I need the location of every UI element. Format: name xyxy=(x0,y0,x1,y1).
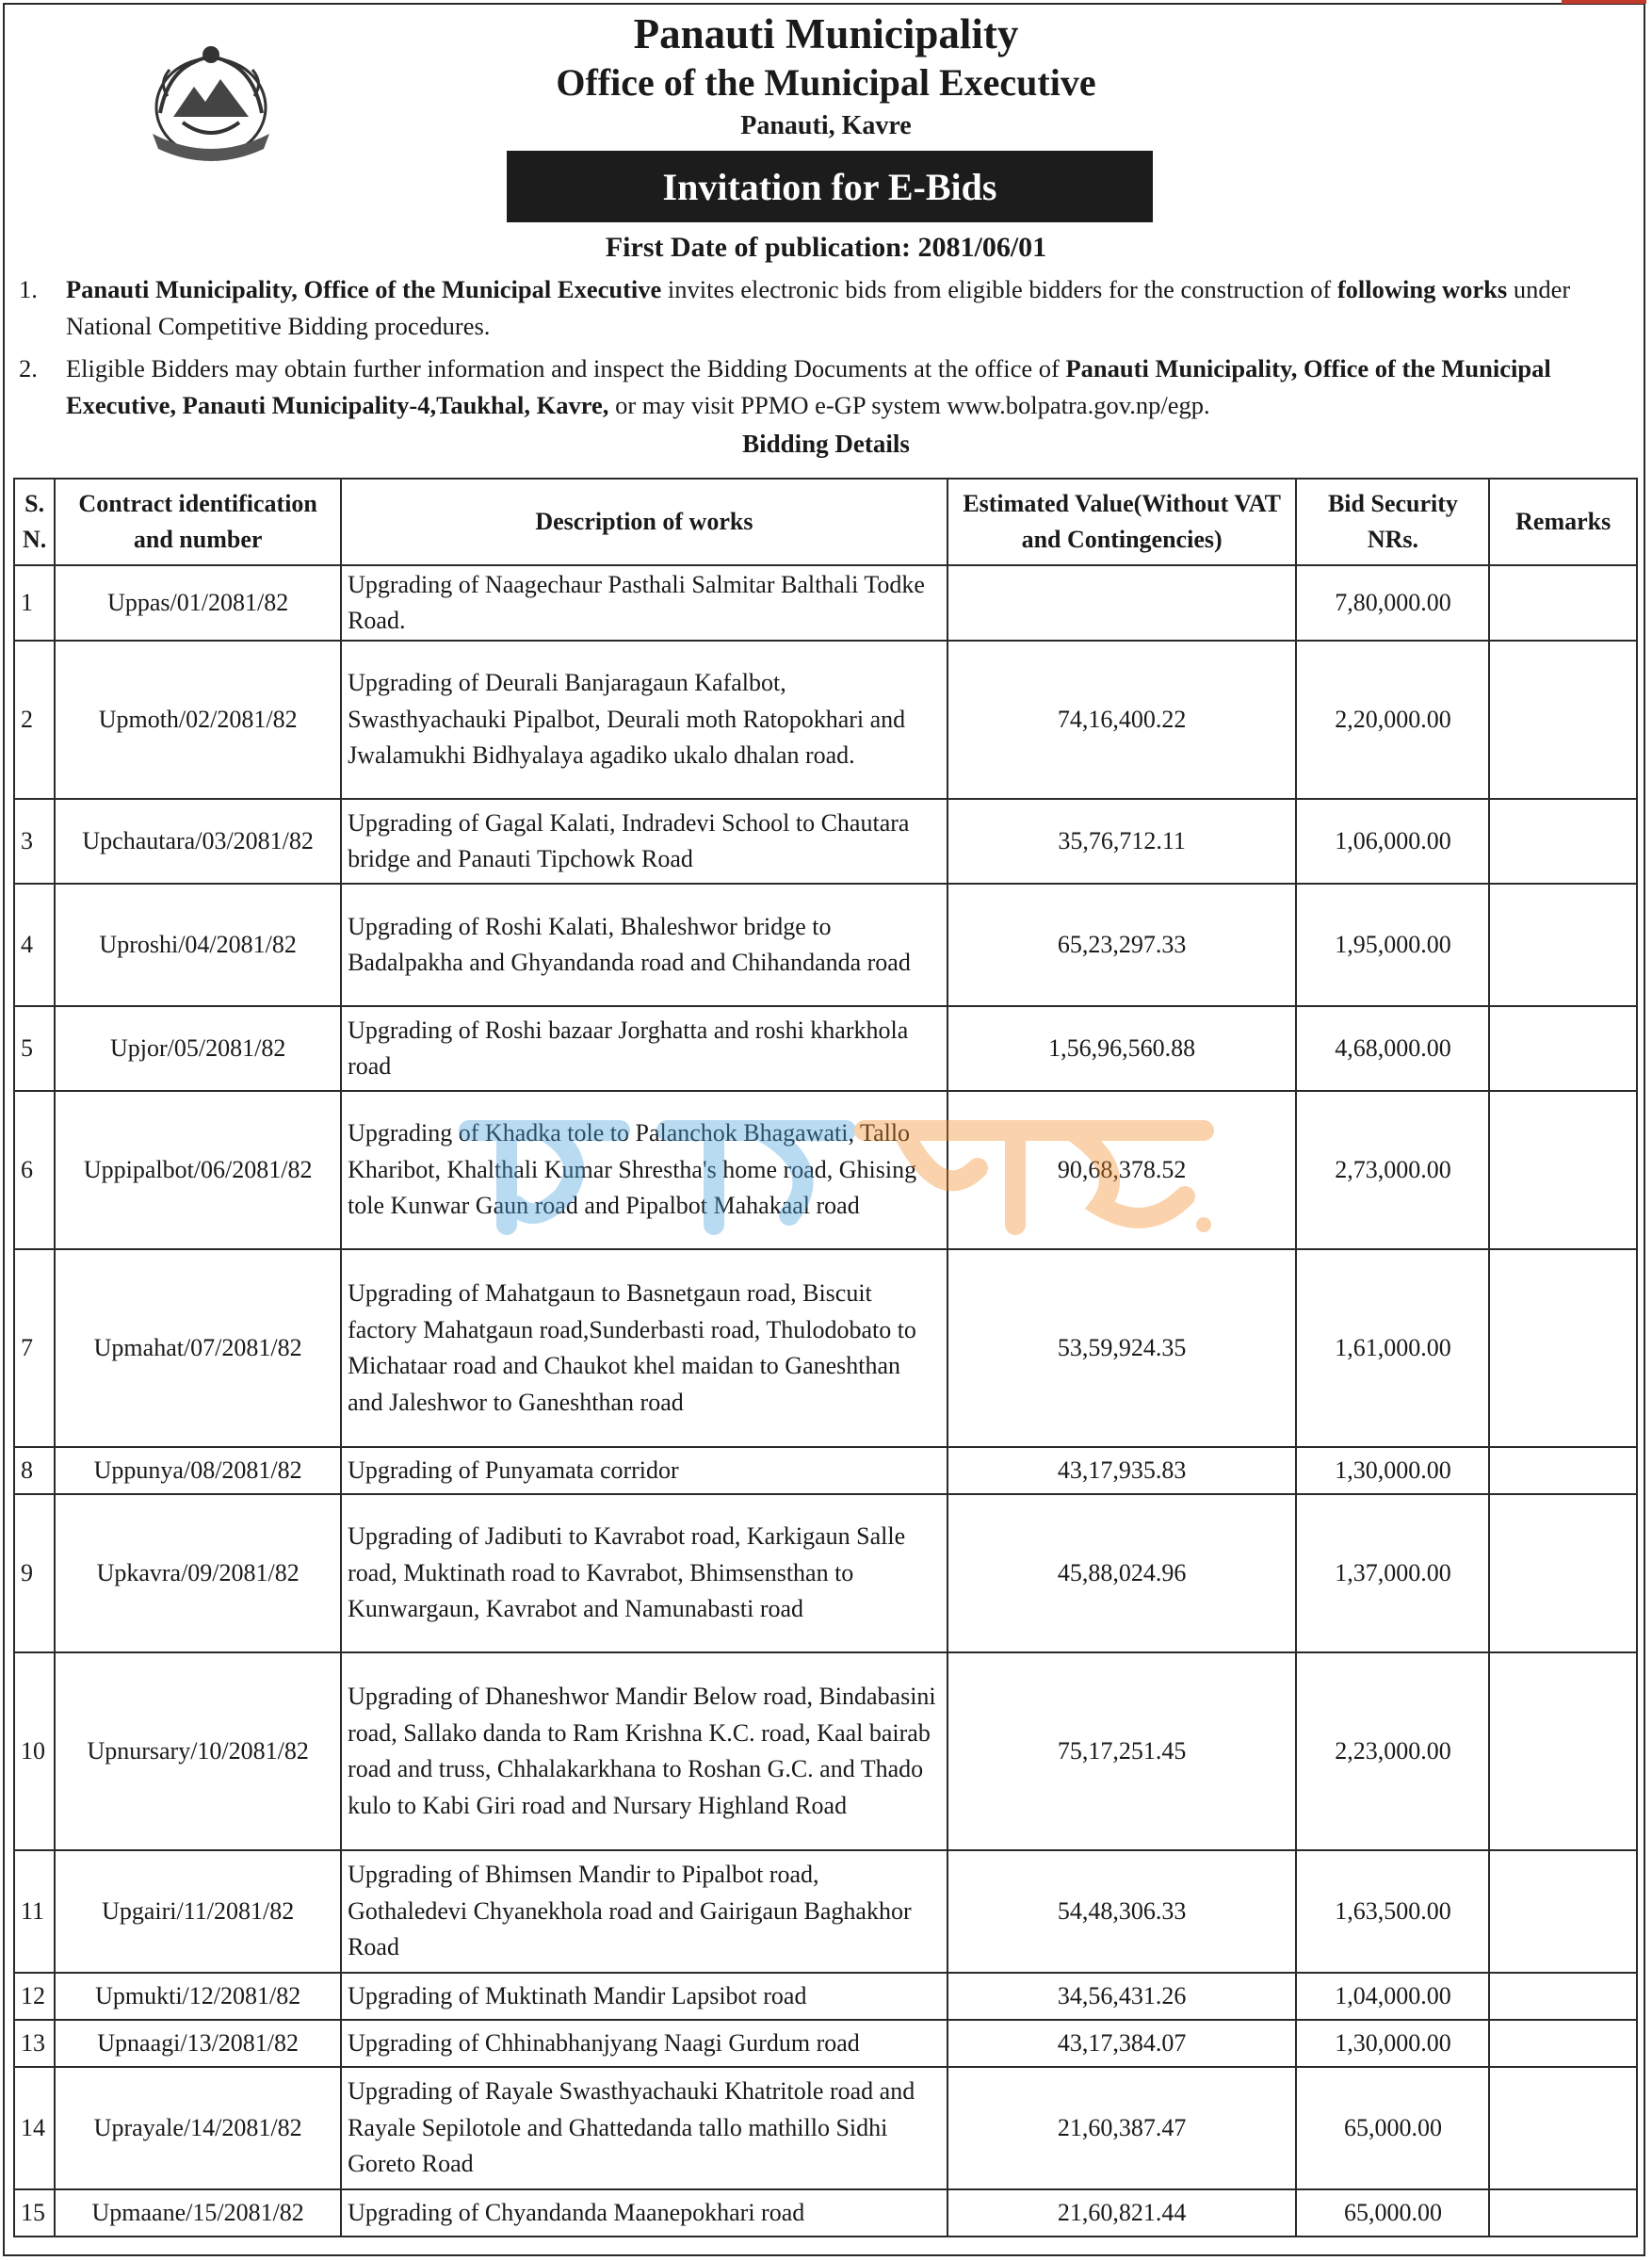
org-name: Panauti Municipality xyxy=(633,10,1019,57)
row-sn: 10 xyxy=(14,1652,55,1850)
row-description: Upgrading of Muktinath Mandir Lapsibot road xyxy=(341,1973,947,2020)
row-contract-id: Uppas/01/2081/82 xyxy=(55,565,341,641)
table-row xyxy=(14,2189,1637,2237)
table-row xyxy=(14,2067,1637,2189)
row-bid-security: 1,63,500.00 xyxy=(1296,1850,1489,1973)
notice-title-banner: Invitation for E-Bids xyxy=(507,151,1153,222)
row-contract-id: Uppunya/08/2081/82 xyxy=(55,1447,341,1494)
header-estimate: Estimated Value(Without VAT and Contingencies) xyxy=(947,479,1297,565)
row-contract-id: Upmaane/15/2081/82 xyxy=(55,2189,341,2237)
row-remarks xyxy=(1489,1973,1637,2020)
row-description: Upgrading of Bhimsen Mandir to Pipalbot road, Gothaledevi Chyanekhola road and Gairigaun Baghakhor Road xyxy=(341,1850,947,1973)
row-sn: 12 xyxy=(14,1973,55,2020)
row-bid-security: 1,30,000.00 xyxy=(1296,2020,1489,2067)
row-description: Upgrading of Naagechaur Pasthali Salmitar Balthali Todke Road. xyxy=(341,565,947,641)
row-estimated-value: 1,56,96,560.88 xyxy=(947,1006,1297,1091)
row-bid-security: 65,000.00 xyxy=(1296,2067,1489,2189)
row-estimated-value: 21,60,821.44 xyxy=(947,2189,1297,2237)
row-description: Upgrading of Rayale Swasthyachauki Khatritole road and Rayale Sepilotole and Ghattedanda tallo mathillo Sidhi Goreto Road xyxy=(341,2067,947,2189)
row-bid-security: 2,73,000.00 xyxy=(1296,1091,1489,1249)
row-remarks xyxy=(1489,1091,1637,1249)
row-remarks xyxy=(1489,1006,1637,1091)
row-bid-security: 7,80,000.00 xyxy=(1296,565,1489,641)
paragraph-1: 1. Panauti Municipality, Office of the Municipal Executive invites electronic bids from eligible bidders for the construction of following works under National Competitive Bidding procedures. xyxy=(19,271,1641,345)
row-contract-id: Upnaagi/13/2081/82 xyxy=(55,2020,341,2067)
row-sn: 11 xyxy=(14,1850,55,1973)
row-bid-security: 1,04,000.00 xyxy=(1296,1973,1489,2020)
row-remarks xyxy=(1489,641,1637,799)
table-row xyxy=(14,884,1637,1006)
table-row xyxy=(14,565,1637,641)
table-row xyxy=(14,1006,1637,1091)
row-sn: 14 xyxy=(14,2067,55,2189)
row-description: Upgrading of Gagal Kalati, Indradevi School to Chautara bridge and Panauti Tipchowk Road xyxy=(341,799,947,884)
table-row xyxy=(14,641,1637,799)
row-sn: 8 xyxy=(14,1447,55,1494)
row-estimated-value: 53,59,924.35 xyxy=(947,1249,1297,1447)
publication-date: First Date of publication: 2081/06/01 xyxy=(605,232,1047,263)
paragraph-number: 1. xyxy=(19,275,38,303)
row-bid-security: 2,23,000.00 xyxy=(1296,1652,1489,1850)
row-description: Upgrading of Khadka tole to Palanchok Bhagawati, Tallo Kharibot, Khalthali Kumar Shrestha's home road, Ghising tole Kunwar Gaun road and Pipalbot Mahakaal road xyxy=(341,1091,947,1249)
row-bid-security: 1,30,000.00 xyxy=(1296,1447,1489,1494)
row-remarks xyxy=(1489,2067,1637,2189)
row-contract-id: Upkavra/09/2081/82 xyxy=(55,1494,341,1652)
row-bid-security: 4,68,000.00 xyxy=(1296,1006,1489,1091)
row-estimated-value: 75,17,251.45 xyxy=(947,1652,1297,1850)
office-address: Panauti Municipality, Office of the Municipal Executive, Panauti Municipality-4,Taukhal, Kavre, xyxy=(66,354,1551,419)
row-contract-id: Upmoth/02/2081/82 xyxy=(55,641,341,799)
row-bid-security: 1,95,000.00 xyxy=(1296,884,1489,1006)
table-row xyxy=(14,1447,1637,1494)
office-location: Panauti, Kavre xyxy=(740,111,912,140)
row-contract-id: Upmahat/07/2081/82 xyxy=(55,1249,341,1447)
row-remarks xyxy=(1489,565,1637,641)
row-estimated-value: 35,76,712.11 xyxy=(947,799,1297,884)
header-description: Description of works xyxy=(341,479,947,565)
row-bid-security: 1,06,000.00 xyxy=(1296,799,1489,884)
row-bid-security: 1,61,000.00 xyxy=(1296,1249,1489,1447)
row-remarks xyxy=(1489,2189,1637,2237)
row-bid-security: 65,000.00 xyxy=(1296,2189,1489,2237)
row-description: Upgrading of Chhinabhanjyang Naagi Gurdum road xyxy=(341,2020,947,2067)
row-description: Upgrading of Jadibuti to Kavrabot road, Karkigaun Salle road, Muktinath road to Kavrabot, Bhimsensthan to Kunwargaun, Kavrabot and Namunabasti road xyxy=(341,1494,947,1652)
row-bid-security: 2,20,000.00 xyxy=(1296,641,1489,799)
paragraph-number: 2. xyxy=(19,354,38,382)
table-row xyxy=(14,1249,1637,1447)
row-bid-security: 1,37,000.00 xyxy=(1296,1494,1489,1652)
row-estimated-value: 21,60,387.47 xyxy=(947,2067,1297,2189)
row-estimated-value: 34,56,431.26 xyxy=(947,1973,1297,2020)
row-remarks xyxy=(1489,1494,1637,1652)
row-description: Upgrading of Mahatgaun to Basnetgaun road, Biscuit factory Mahatgaun road,Sunderbasti road, Thulodobato to Michataar road and Chaukot khel maidan to Ganeshthan and Jaleshwor to Ganeshthan road xyxy=(341,1249,947,1447)
bidding-details-table xyxy=(13,478,1638,2237)
row-sn: 13 xyxy=(14,2020,55,2067)
row-contract-id: Upnursary/10/2081/82 xyxy=(55,1652,341,1850)
row-estimated-value: 43,17,384.07 xyxy=(947,2020,1297,2067)
row-description: Upgrading of Roshi Kalati, Bhaleshwor bridge to Badalpakha and Ghyandanda road and Chihandanda road xyxy=(341,884,947,1006)
row-sn: 15 xyxy=(14,2189,55,2237)
row-sn: 9 xyxy=(14,1494,55,1652)
row-estimated-value: 54,48,306.33 xyxy=(947,1850,1297,1973)
row-remarks xyxy=(1489,1652,1637,1850)
table-row xyxy=(14,1494,1637,1652)
row-contract-id: Upjor/05/2081/82 xyxy=(55,1006,341,1091)
row-estimated-value: 74,16,400.22 xyxy=(947,641,1297,799)
table-row xyxy=(14,1652,1637,1850)
row-estimated-value: 43,17,935.83 xyxy=(947,1447,1297,1494)
row-sn: 5 xyxy=(14,1006,55,1091)
row-contract-id: Uppipalbot/06/2081/82 xyxy=(55,1091,341,1249)
row-contract-id: Upgairi/11/2081/82 xyxy=(55,1850,341,1973)
row-estimated-value: 65,23,297.33 xyxy=(947,884,1297,1006)
row-sn: 1 xyxy=(14,565,55,641)
row-contract-id: Upchautara/03/2081/82 xyxy=(55,799,341,884)
row-description: Upgrading of Roshi bazaar Jorghatta and roshi kharkhola road xyxy=(341,1006,947,1091)
row-description: Upgrading of Deurali Banjaragaun Kafalbot, Swasthyachauki Pipalbot, Deurali moth Ratopokhari and Jwalamukhi Bidhyalaya agadiko ukalo dhalan road. xyxy=(341,641,947,799)
row-remarks xyxy=(1489,884,1637,1006)
row-contract-id: Uprayale/14/2081/82 xyxy=(55,2067,341,2189)
row-remarks xyxy=(1489,1447,1637,1494)
table-header-row xyxy=(14,479,1637,565)
table-caption: Bidding Details xyxy=(742,430,910,458)
row-remarks xyxy=(1489,2020,1637,2067)
top-accent-line xyxy=(1562,0,1646,4)
table-row xyxy=(14,1850,1637,1973)
row-sn: 4 xyxy=(14,884,55,1006)
row-remarks xyxy=(1489,1249,1637,1447)
table-row xyxy=(14,2020,1637,2067)
header-contract: Contract identification and number xyxy=(55,479,341,565)
row-estimated-value: 90,68,378.52 xyxy=(947,1091,1297,1249)
row-estimated-value xyxy=(947,565,1297,641)
row-description: Upgrading of Punyamata corridor xyxy=(341,1447,947,1494)
row-contract-id: Upmukti/12/2081/82 xyxy=(55,1973,341,2020)
header-remarks: Remarks xyxy=(1489,479,1637,565)
table-row xyxy=(14,1973,1637,2020)
header-security: Bid Security NRs. xyxy=(1296,479,1489,565)
row-description: Upgrading of Chyandanda Maanepokhari road xyxy=(341,2189,947,2237)
row-remarks xyxy=(1489,1850,1637,1973)
header-sn: S. N. xyxy=(14,479,55,565)
row-sn: 6 xyxy=(14,1091,55,1249)
row-description: Upgrading of Dhaneshwor Mandir Below road, Bindabasini road, Sallako danda to Ram Krishna K.C. road, Kaal bairab road and truss, Chhalakarkhana to Roshan G.C. and Thado kulo to Kabi Giri road and Nursary Highland Road xyxy=(341,1652,947,1850)
row-estimated-value: 45,88,024.96 xyxy=(947,1494,1297,1652)
org-reference: Panauti Municipality, Office of the Municipal Executive xyxy=(66,275,662,303)
row-sn: 7 xyxy=(14,1249,55,1447)
row-contract-id: Uproshi/04/2081/82 xyxy=(55,884,341,1006)
paragraph-2: 2. Eligible Bidders may obtain further information and inspect the Bidding Documents at the office of Panauti Municipality, Office of the Municipal Executive, Panauti Municipality-4,Taukhal, Kavre, or may visit PPMO e-GP system www.bolpatra.gov.np/egp. xyxy=(19,350,1641,424)
row-sn: 2 xyxy=(14,641,55,799)
row-sn: 3 xyxy=(14,799,55,884)
table-row xyxy=(14,799,1637,884)
table-row xyxy=(14,1091,1637,1249)
row-remarks xyxy=(1489,799,1637,884)
office-name: Office of the Municipal Executive xyxy=(556,61,1096,104)
